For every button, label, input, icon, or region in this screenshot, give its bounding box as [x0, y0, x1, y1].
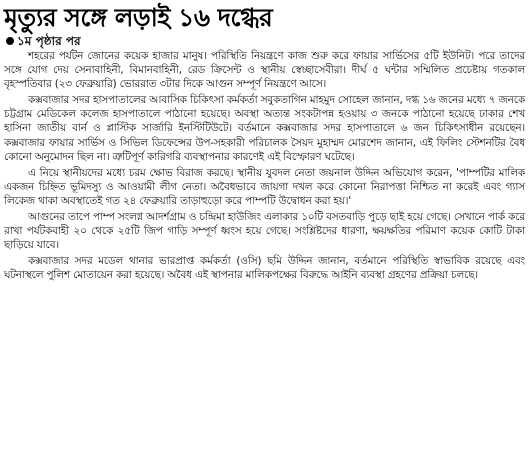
- continued-from-text: ১ম পৃষ্ঠার পর: [17, 34, 81, 48]
- article-paragraph: আগুনের তাপে পাম্প সংলগ্ন আদর্শগ্রাম ও চন্দ্রিমা হাউজিং এলাকার ১০টি বসতবাড়ি পুড়ে ছাই হয়ে গেছে। সেখানে পার্ক করে রাখা পর্যটকবাহী ২০ থেকে ২৫টি জিপ গাড়ি সম্পূর্ণ ধ্বংস হয়ে গেছে। সংশ্লিষ্টদের ধারণা, ক্ষয়ক্ষতির পরিমাণ কয়েক কোটি টাকা ছাড়িয়ে যাবে।: [4, 211, 525, 252]
- article-paragraph: কক্সবাজার সদর মডেল থানার ভারপ্রাপ্ত কর্মকর্তা (ওসি) ছমি উদ্দিন জানান, বর্তমানে পরিস্থিতি স্বাভাবিক রয়েছে এবং ঘটনাস্থলে পুলিশ মোতায়েন করা হয়েছে। অবৈধ এই স্থাপনার মালিকপক্ষের বিরুদ্ধে আইনি ব্যবস্থা গ্রহণের প্রক্রিয়া চলছে।: [4, 255, 525, 282]
- article-paragraph: এ নিয়ে স্থানীয়দের মধ্যে চরম ক্ষোভ বিরাজ করছে। স্থানীয় যুবদল নেতা জয়নাল উদ্দিন অভিযোগ করেন, 'পাম্পটির মালিক একজন চিহ্নিত ভূমিদস্যু ও আওয়ামী লীগ নেতা। অবৈধভাবে জায়গা দখল করে কোনো নিরাপত্তা নিশ্চিত না করেই এবং গ্যাস লিকেজ থাকা অবস্থাতেই গত ২৪ ফেব্রুয়ারি তাড়াহুড়ো করে পাম্পটি উদ্বোধন করা হয়।': [4, 166, 525, 207]
- continued-from-label: [6, 33, 525, 49]
- article-paragraph: শহরের পর্যটন জোনের কয়েক হাজার মানুষ। পরিস্থিতি নিয়ন্ত্রণে কাজ শুরু করে ফায়ার সার্ভিসের ৫টি ইউনিট। পরে তাদের সঙ্গে যোগ দেয় সেনাবাহিনী, বিমানবাহিনী, রেড ক্রিসেন্ট ও স্থানীয় স্বেচ্ছাসেবীরা। দীর্ঘ ৫ ঘন্টার সম্মিলিত প্রচেষ্টায় গতকাল বৃহস্পতিবার (২৩ ফেব্রুয়ারি) ভোররাত ৩টার দিকে আগুন সম্পূর্ণ নিয়ন্ত্রণে আসে।: [4, 50, 525, 91]
- bullet-icon: [6, 37, 14, 45]
- article-body: [4, 49, 525, 283]
- article-paragraph: কক্সবাজার সদর হাসপাতালের আবাসিক চিকিৎসা কর্মকর্তা সবুকতাগিন মাহমুদ সোহেল জানান, দগ্ধ ১৬ জনের মধ্যে ৭ জনকে চট্টগ্রাম মেডিকেল কলেজ হাসপাতালে পাঠানো হয়েছে। অবস্থা অত্যন্ত সংকটাপন্ন হওয়ায় ৩ জনকে পাঠানো হয়েছে ঢাকার শেখ হাসিনা জাতীয় বার্ন ও প্লাস্টিক সার্জারি ইনস্টিটিউটে। বর্তমানে কক্সবাজার সদর হাসপাতালে ৬ জন চিকিৎসাধীন রয়েছেন। কক্সবাজার ফায়ার সার্ভিস ও সিভিল ডিফেন্সের উপ-সহকারী পরিচালক সৈয়দ মুহাম্মদ মোরশেদ জানান, এই ফিলিং স্টেশনটির বৈধ কোনো অনুমোদন ছিল না। ত্রুটিপূর্ণ কারিগরি ব্যবস্থাপনার কারণেই এই বিস্ফোরণ ঘটেছে।: [4, 94, 525, 163]
- headline: মৃত্যুর সঙ্গে লড়াই ১৬ দগ্ধের: [4, 3, 273, 32]
